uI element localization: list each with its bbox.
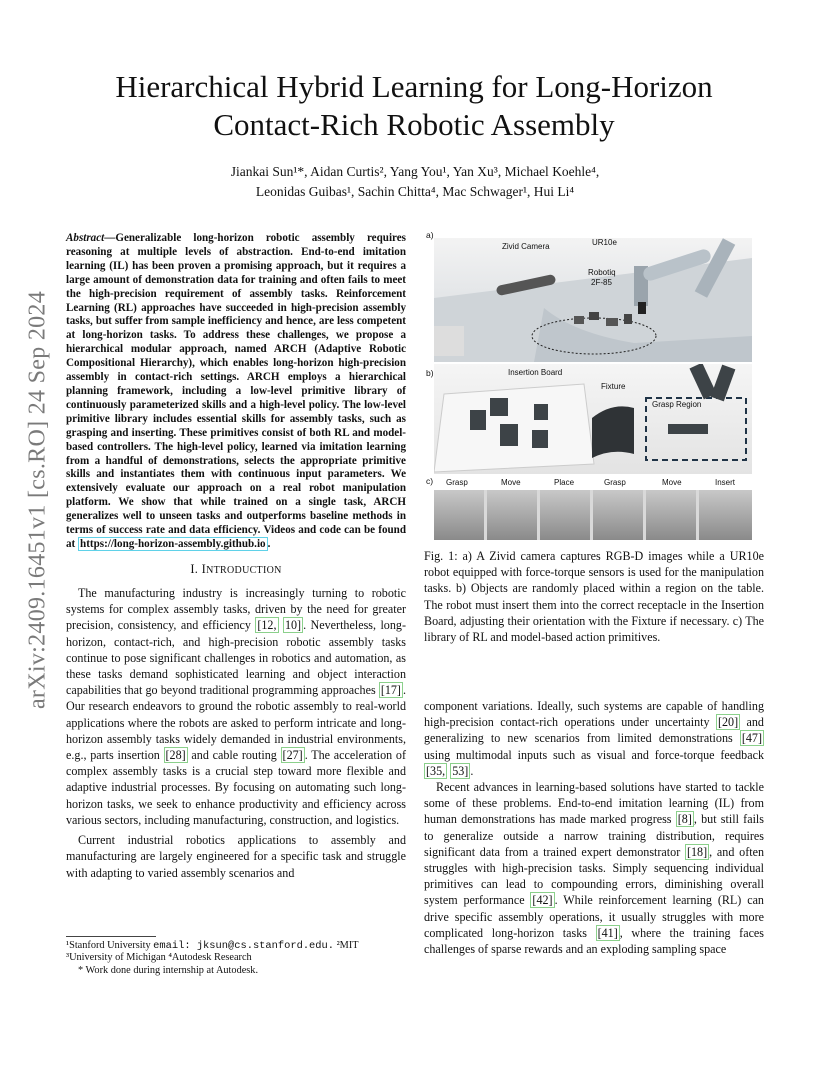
figure-1-caption: Fig. 1: a) A Zivid camera captures RGB-D images while a UR10e robot equipped with force-torque sensors is used for the manipulation tasks. b) Objects are randomly placed within a region on the table. The robot must insert them into the correct receptacle in the Insertion Board, adjusting their orientation with the Fixture if necessary. c) The library of RL and model-based action primitives. [424,549,764,645]
citation-53[interactable]: 53] [452,763,469,778]
arxiv-stamp: arXiv:2409.16451v1 [cs.RO] 24 Sep 2024 [24,290,51,710]
section-heading-introduction: I. INTRODUCTION [190,561,282,576]
primitive-frame-move [487,490,537,540]
author-email: email: jksun@cs.stanford.edu. [153,940,334,952]
citation-35[interactable]: [35, [426,763,446,778]
primitive-label-place: Place [554,478,575,487]
robot-setup-illustration [434,238,752,362]
intro-paragraph-2: Current industrial robotics applications to assembly and manufacturing are largely engineered for a specific task and struggle with adapting to varied assembly scenarios and [66,833,406,880]
citation-41[interactable]: [41] [597,925,618,940]
right-paragraph-1: component variations. Ideally, such systems are capable of handling high-precision contact-rich operations under uncertainty [20] and generalizing to new scenarios from limited demonstrations [47] using multimodal inputs such as visual and force-torque feedback [35, 53] . [424,699,764,778]
authors-line-1: Jiankai Sun¹*, Aidan Curtis², Yang You¹, Yan Xu³, Michael Koehle⁴, [230,164,600,179]
label-grasp-region: Grasp Region [652,400,702,409]
left-column [66,232,406,881]
project-link[interactable]: https://long-horizon-assembly.github.io [80,537,266,550]
label-ur10e: UR10e [592,238,617,247]
citation-47[interactable]: [47] [741,731,762,746]
label-robotiq: Robotiq [588,268,616,277]
footnote-affiliation-2: ³University of Michigan ⁴Autodesk Research [66,952,252,964]
insertion-board-illustration [434,364,752,474]
figure-panel-a-photo [434,238,752,362]
citation-12[interactable]: [12, [257,618,277,633]
footnotes [66,936,406,977]
intro-paragraph-1: The manufacturing industry is increasingly turning to robotic systems for complex assembly tasks, driven by the need for greater precision, consistency, and efficiency [12, 10] . Nevertheless, long-horizon, contact-rich, and high-precision robotic assembly tasks continue to pose significant challenges in robotics and automation, as these tasks demand sophisticated learning and object interaction capabilities that go beyond traditional programming approaches [17] . Our research endeavors to ground the robotic assembly to real-world applications where the robots are asked to perform intricate and long-horizon assembly tasks widely demanded in industrial environments, e.g., parts insertion [28] and cable routing [27] . The acceleration of complex assembly tasks is a crucial step toward more flexible and adaptive industrial processes. By focusing on automating such long-horizon tasks, we seek to enhance productivity and efficiency across various sectors, including manufacturing, construction, and logistics. [66,586,406,827]
primitive-label-move-1: Move [501,478,521,487]
figure-label-c: c) [426,476,434,486]
primitive-label-grasp-1: Grasp [446,478,468,487]
citation-8[interactable]: [8] [677,812,692,827]
citation-18[interactable]: [18] [686,844,708,859]
figure-label-b: b) [426,368,434,378]
abstract: Abstract—Generalizable long-horizon robotic assembly requires reasoning at multiple levels of abstraction. End-to-end imitation learning (IL) has been proven a promising approach, but it requires a large amount of demonstration data for training and often fails to meet the high-precision requirement of assembly tasks. Reinforcement Learning (RL) approaches have succeeded in high-precision assembly tasks, but suffer from sample inefficiency and hence, are less competent at long-horizon tasks. To address these challenges, we propose a hierarchical modular approach, named ARCH (Adaptive Robotic Compositional Hierarchy), which enables long-horizon high-precision assembly in contact-rich settings. ARCH employs a hierarchical planning framework, including a low-level primitive library of continuously parameterized skills and a high-level policy. The low-level primitive library includes essential skills for assembly tasks, such as grasping and inserting. These primitives consist of both RL and model-based controllers. The high-level policy, learned via imitation learning from a handful of demonstrations, selects the appropriate primitive skills and instantiates them with continuous input parameters. We extensively evaluate our approach on a real robot manipulation platform. We show that while trained on a single task, ARCH generalizes well to unseen tasks and outperforms baseline methods in terms of success rate and data efficiency. Videos and code can be found at https://long-horizon-assembly.github.io . [66,232,406,550]
abstract-text: —Generalizable long-horizon robotic assembly requires reasoning at multiple levels of abstraction. End-to-end imitation learning (IL) has been proven a promising approach, but it requires a large amount of demonstration data for training and often fails to meet the high-precision requirement of assembly tasks. Reinforcement Learning (RL) approaches have succeeded in high-precision assembly tasks, but suffer from sample inefficiency and hence, are less competent at long-horizon tasks. To address these challenges, we propose a hierarchical modular approach, named ARCH (Adaptive Robotic Compositional Hierarchy), which enables long-horizon high-precision assembly in contact-rich settings. ARCH employs a hierarchical planning framework, including a low-level primitive library of continuously parameterized skills and a high-level policy. The low-level primitive library includes essential skills for assembly tasks, such as grasping and inserting. These primitives consist of both RL and model-based controllers. The high-level policy, learned via imitation learning from a handful of demonstrations, selects the appropriate primitive skills and instantiates them with continuous input parameters. We extensively evaluate our approach on a real robot manipulation platform. We show that while trained on a single task, ARCH generalizes well to unseen tasks and outperforms baseline methods in terms of success rate and data efficiency. Videos and code can be found at [66,232,406,550]
footnote-rule [66,936,156,937]
citation-20[interactable]: [20] [717,715,739,730]
title-line-1: Hierarchical Hybrid Learning for Long-Horizon [115,69,713,104]
figure-1 [424,228,764,544]
label-robotiq-model: 2F-85 [591,278,612,287]
right-column-text [424,698,764,957]
primitive-frame-insert [699,490,752,540]
paper-title [60,68,768,144]
label-insertion-board: Insertion Board [508,368,563,377]
citation-28[interactable]: [28] [165,748,186,763]
label-fixture: Fixture [601,382,626,391]
label-zivid-camera: Zivid Camera [502,242,550,251]
primitive-frame-move-2 [646,490,696,540]
primitive-label-grasp-2: Grasp [604,478,626,487]
citation-17[interactable]: [17] [380,683,401,698]
primitive-frame-grasp-2 [593,490,643,540]
primitive-label-move-2: Move [662,478,682,487]
primitive-frame-grasp [434,490,484,540]
figure-panel-b-photo [434,364,752,474]
authors-line-2: Leonidas Guibas¹, Sachin Chitta⁴, Mac Schwager¹, Hui Li⁴ [255,184,575,199]
primitive-frame-place [540,490,590,540]
footnote-internship: * Work done during internship at Autodesk. [78,964,259,976]
primitive-label-insert: Insert [715,478,736,487]
abstract-label: Abstract [66,232,105,244]
citation-10[interactable]: 10] [284,618,302,633]
title-line-2: Contact-Rich Robotic Assembly [213,107,615,142]
footnote-affiliation-1: ¹Stanford University email: jksun@cs.stanford.edu. ²MIT [66,940,359,952]
figure-label-a: a) [426,230,434,240]
author-list [120,162,710,202]
figure-panel-c-sequence [434,490,752,540]
right-paragraph-2: Recent advances in learning-based solutions have started to tackle some of these problems. End-to-end imitation learning (IL) from human demonstrations has made marked progress [8] , but still fails to generalize outside a narrow training distribution, requires significant data from a trained expert demonstrator [18] , and often struggles with high-precision tasks. Simply sequencing individual primitives can lead to compounding errors, diminishing overall system performance [42] . While reinforcement learning (RL) can drive specific assembly operations, it usually struggles with more complicated long-horizon tasks [41] , where the training faces challenges of sparse rewards and an exploding sampling space [424,780,765,957]
citation-42[interactable]: [42] [532,893,553,908]
citation-27[interactable]: [27] [282,748,303,763]
